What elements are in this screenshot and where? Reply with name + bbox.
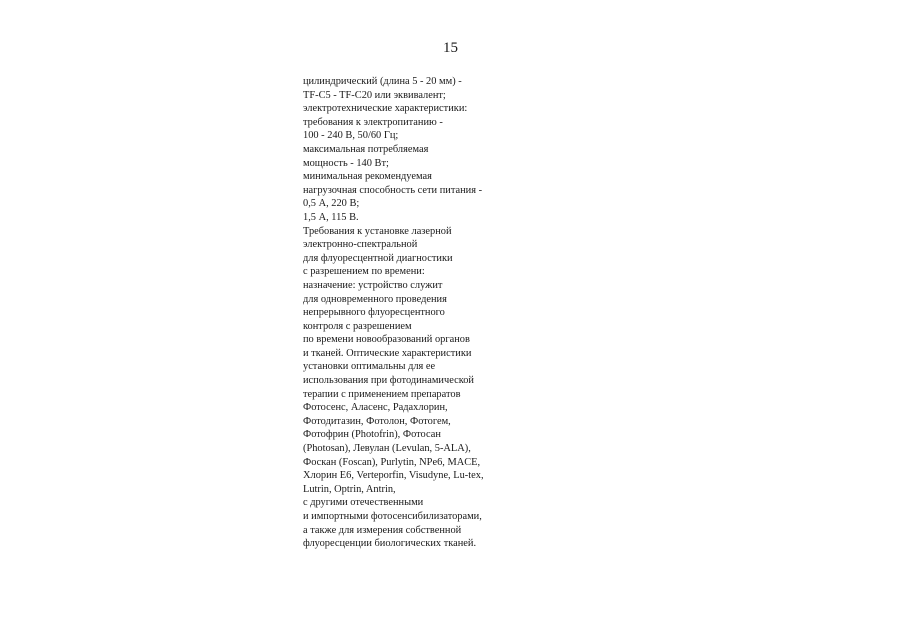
text-line: требования к электропитанию - bbox=[303, 116, 443, 128]
text-line: Требования к установке лазерной bbox=[303, 225, 452, 237]
text-line: максимальная потребляемая bbox=[303, 143, 429, 155]
text-line: электронно-спектральной bbox=[303, 239, 418, 251]
text-line: с другими отечественными bbox=[303, 497, 424, 509]
text-line: и тканей. Оптические характеристики bbox=[303, 347, 472, 359]
text-line: назначение: устройство служит bbox=[303, 279, 443, 291]
text-line: установки оптимальны для ее bbox=[303, 361, 436, 373]
text-line: цилиндрический (длина 5 - 20 мм) - bbox=[303, 76, 462, 87]
text-line: по времени новообразований органов bbox=[303, 334, 470, 346]
text-line: контроля с разрешением bbox=[303, 320, 412, 332]
text-line: 1,5 А, 115 В. bbox=[303, 211, 359, 223]
text-line: Хлорин Е6, Verteporfin, Visudyne, Lu-tex, bbox=[303, 470, 484, 482]
text-line: Фотосенс, Аласенс, Радахлорин, bbox=[303, 402, 448, 414]
text-line: 100 - 240 В, 50/60 Гц; bbox=[303, 130, 399, 142]
text-line: а также для измерения собственной bbox=[303, 524, 462, 536]
page-number: 15 bbox=[443, 40, 458, 56]
text-line: Фоскан (Foscan), Purlytin, NPe6, MACE, bbox=[303, 456, 481, 468]
text-line: 0,5 А, 220 В; bbox=[303, 198, 360, 210]
text-line: нагрузочная способность сети питания - bbox=[303, 184, 483, 196]
text-line: с разрешением по времени: bbox=[303, 266, 425, 278]
text-line: Фотофрин (Photofrin), Фотосан bbox=[303, 429, 441, 441]
text-line: непрерывного флуоресцентного bbox=[303, 307, 445, 319]
text-line: минимальная рекомендуемая bbox=[303, 171, 432, 183]
text-line: терапии с применением препаратов bbox=[303, 388, 461, 400]
text-line: и импортными фотосенсибилизаторами, bbox=[303, 511, 482, 522]
text-line: Lutrin, Optrin, Antrin, bbox=[303, 483, 396, 495]
text-line: для одновременного проведения bbox=[303, 293, 447, 305]
text-line: электротехнические характеристики: bbox=[303, 103, 468, 115]
text-line: (Photosan), Левулан (Levulan, 5-ALA), bbox=[303, 443, 471, 455]
text-line: мощность - 140 Вт; bbox=[303, 157, 389, 169]
text-line: TF-C5 - TF-C20 или эквивалент; bbox=[303, 89, 446, 101]
text-line: флуоресценции биологических тканей. bbox=[303, 538, 477, 550]
text-line: для флуоресцентной диагностики bbox=[303, 252, 453, 264]
body-text bbox=[303, 75, 563, 551]
text-line: Фотодитазин, Фотолон, Фотогем, bbox=[303, 415, 451, 427]
text-line: использования при фотодинамической bbox=[303, 375, 474, 387]
